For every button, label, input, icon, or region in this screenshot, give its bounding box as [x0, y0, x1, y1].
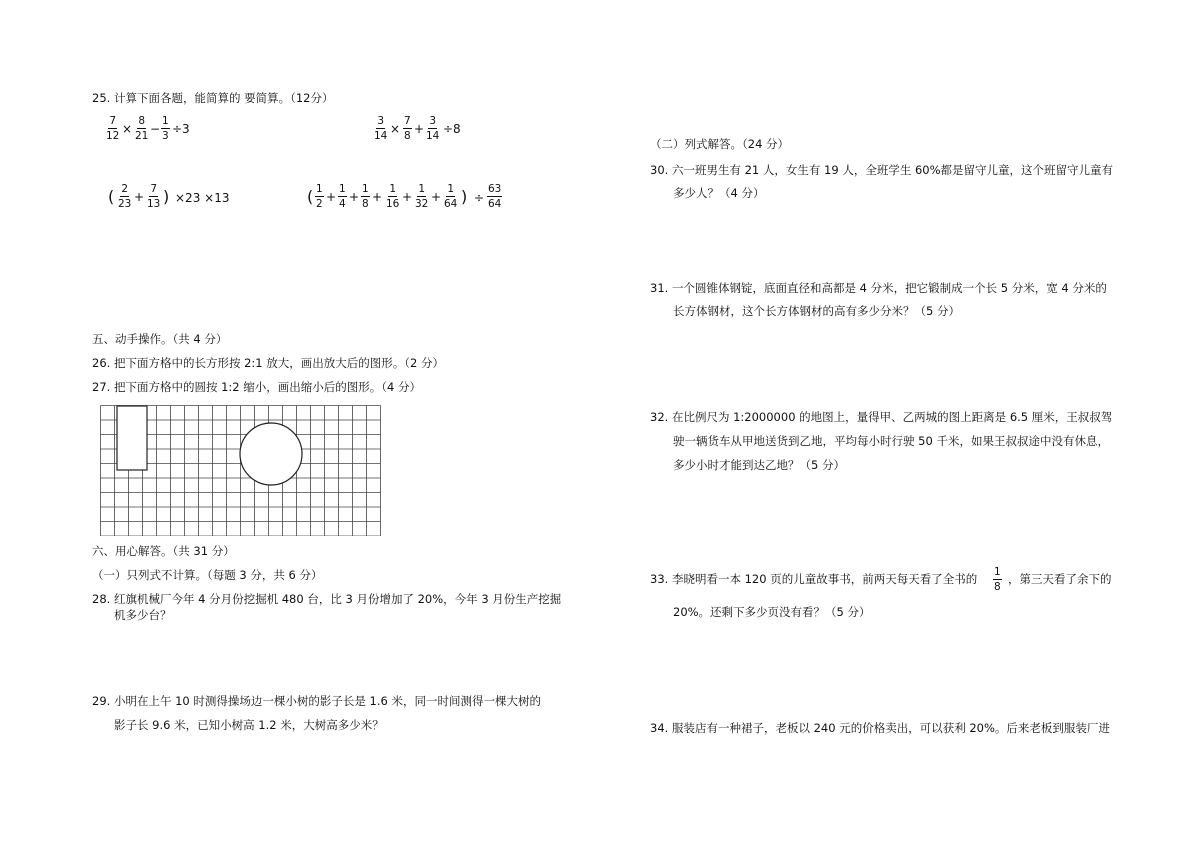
denominator: 14: [426, 130, 440, 142]
question-30-line-2: 多少人？（4 分）: [673, 186, 765, 200]
divide-term: ÷8: [443, 122, 461, 136]
fraction: [161, 115, 170, 142]
question-33-line-2: 20%。还剩下多少页没有看？（5 分）: [673, 605, 871, 619]
fraction: [403, 115, 412, 142]
denominator: 12: [106, 130, 120, 142]
divide-sign: ÷: [474, 191, 485, 205]
numerator: 1: [447, 183, 455, 195]
question-32-line-2: 驶一辆货车从甲地送货到乙地，平均每小时行驶 50 千米，如果王叔叔途中没有休息，: [673, 434, 1109, 448]
numerator: 1: [162, 115, 169, 127]
divide-term: ÷3: [172, 122, 190, 136]
question-29-line-1: 29. 小明在上午 10 时测得操场边一棵小树的影子长是 1.6 米，同一时间测得一棵大树的: [92, 694, 541, 708]
fraction: [361, 183, 370, 210]
denominator: 32: [415, 198, 429, 210]
question-33-line-1a: 33. 李晓明看一本 120 页的儿童故事书，前两天每天看了全书的: [650, 572, 978, 586]
fraction: [105, 115, 120, 142]
numerator: 1: [316, 183, 323, 195]
fraction: [315, 183, 324, 210]
left-paren: (: [307, 187, 314, 206]
question-27: 27. 把下面方格中的圆按 1:2 缩小，画出缩小后的图形。（4 分）: [92, 380, 421, 394]
numerator: 8: [138, 115, 146, 127]
fraction: [338, 183, 347, 210]
plus-sign: +: [372, 190, 383, 204]
numerator: 2: [121, 183, 129, 195]
numerator: 1: [362, 183, 369, 195]
fraction: [385, 183, 400, 210]
fraction: [134, 115, 149, 142]
question-32-line-1: 32. 在比例尺为 1:2000000 的地图上，量得甲、乙两城的图上距离是 6.5 厘米，王叔叔驾: [650, 410, 1113, 424]
denominator: 14: [374, 130, 388, 142]
denominator: 21: [135, 130, 149, 142]
section-6-heading: 六、用心解答。（共 31 分）: [92, 544, 235, 558]
left-paren: (: [108, 187, 115, 206]
subsection-2-heading: （二）列式解答。（24 分）: [650, 137, 790, 151]
denominator: 4: [339, 198, 346, 210]
denominator: 3: [162, 130, 169, 142]
fraction: [146, 183, 161, 210]
denominator: 64: [444, 198, 458, 210]
times-sign: ×: [122, 122, 133, 136]
question-30-line-1: 30. 六一班男生有 21 人，女生有 19 人，全班学生 60%都是留守儿童，这个班留守儿童有: [650, 163, 1114, 177]
denominator: 23: [118, 198, 132, 210]
circle-shape: [240, 423, 302, 485]
question-28-line-1: 28. 红旗机械厂今年 4 分月份挖掘机 480 台，比 3 月份增加了 20%，今年 3 月份生产挖掘: [92, 592, 562, 606]
right-paren: ): [163, 187, 170, 206]
fraction: [414, 183, 429, 210]
right-paren: ): [461, 187, 468, 206]
numerator: 63: [488, 183, 502, 195]
denominator: 8: [994, 581, 1001, 593]
fraction: [117, 183, 132, 210]
numerator: 3: [377, 115, 385, 127]
denominator: 8: [362, 198, 369, 210]
fraction: [487, 183, 502, 210]
plus-sign: +: [349, 190, 360, 204]
numerator: 1: [994, 566, 1001, 578]
square-grid: [100, 405, 381, 536]
question-31-line-1: 31. 一个圆锥体钢锭，底面直径和高都是 4 分米，把它锻制成一个长 5 分米，宽 4 分米的: [650, 281, 1107, 295]
numerator: 7: [404, 115, 411, 127]
plus-sign: +: [326, 190, 337, 204]
question-28-line-2: 机多少台？: [114, 608, 172, 622]
question-33-line-1b: ，第三天看了余下的: [1008, 572, 1112, 586]
question-32-line-3: 多少小时才能到达乙地？（5 分）: [673, 458, 845, 472]
plus-sign: +: [414, 122, 425, 136]
fraction: [443, 183, 458, 210]
numerator: 1: [339, 183, 346, 195]
numerator: 3: [429, 115, 437, 127]
question-26: 26. 把下面方格中的长方形按 2:1 放大，画出放大后的图形。（2 分）: [92, 356, 444, 370]
denominator: 13: [147, 198, 161, 210]
question-29-line-2: 影子长 9.6 米，已知小树高 1.2 米，大树高多少米？: [114, 718, 384, 732]
fraction: [425, 115, 440, 142]
plus-sign: +: [402, 190, 413, 204]
plus-sign: +: [134, 190, 145, 204]
fraction: [993, 566, 1002, 593]
numerator: 7: [109, 115, 117, 127]
times-sign: ×: [390, 122, 401, 136]
multiply-term: ×23 ×13: [175, 191, 230, 205]
rectangle-shape: [117, 406, 147, 470]
fraction: [373, 115, 388, 142]
minus-sign: −: [150, 122, 161, 136]
subsection-1-heading: （一）只列式不计算。（每题 3 分，共 6 分）: [92, 568, 323, 582]
denominator: 64: [488, 198, 502, 210]
plus-sign: +: [431, 190, 442, 204]
numerator: 1: [418, 183, 426, 195]
section-5-heading: 五、动手操作。（共 4 分）: [92, 332, 228, 346]
question-34-line-1: 34. 服装店有一种裙子，老板以 240 元的价格卖出，可以获利 20%。后来老板到服装厂进: [650, 721, 1110, 735]
denominator: 16: [386, 198, 400, 210]
denominator: 8: [404, 130, 411, 142]
q25-title: 25. 计算下面各题，能简算的 要简算。（12分）: [92, 91, 334, 105]
denominator: 2: [316, 198, 323, 210]
numerator: 1: [389, 183, 397, 195]
question-31-line-2: 长方体钢材，这个长方体钢材的高有多少分米？（5 分）: [673, 304, 960, 318]
numerator: 7: [150, 183, 158, 195]
